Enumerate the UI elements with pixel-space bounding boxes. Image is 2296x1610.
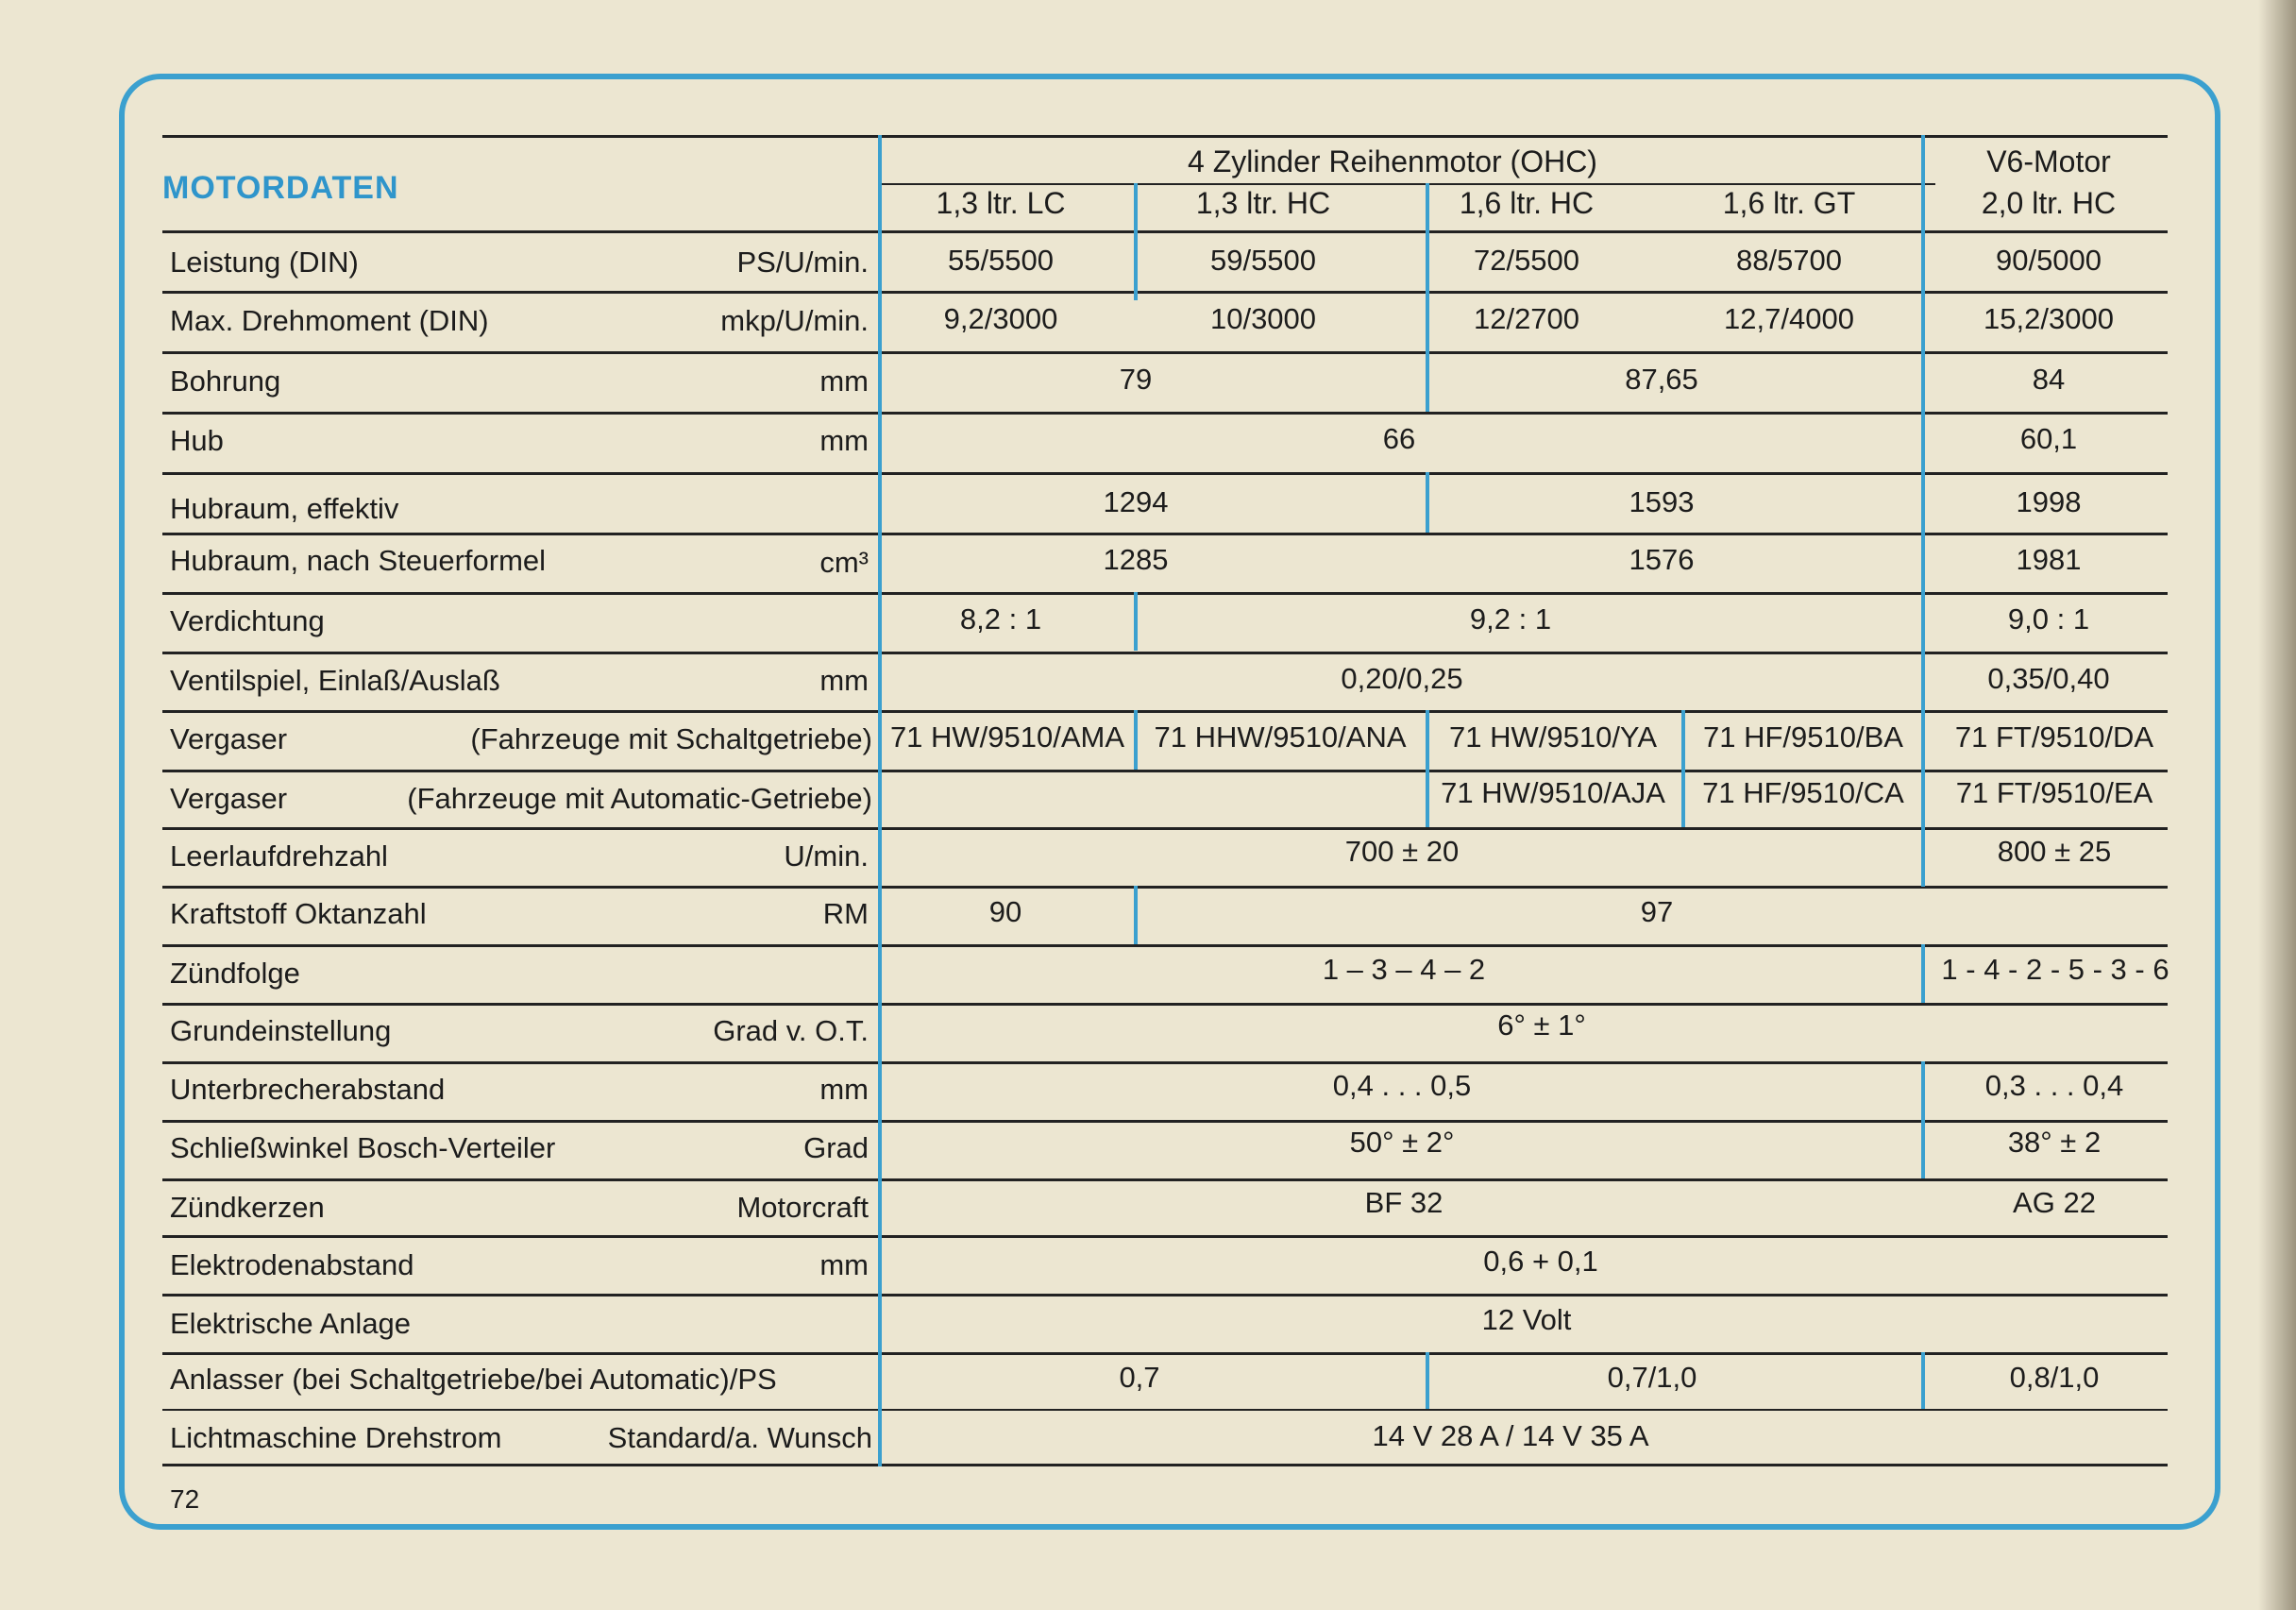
cell-value: 15,2/3000 [1984,302,2114,335]
row-unit: (Fahrzeuge mit Automatic-Getriebe) [407,782,872,815]
rule [162,1294,2168,1296]
cell-value: 8,2 : 1 [959,602,1042,636]
cell-value: 0,4 . . . 0,5 [1332,1069,1472,1102]
divider-col2-col3 [1426,710,1429,827]
divider-col1-col2 [1134,886,1138,944]
cell-value: 1 – 3 – 4 – 2 [1322,953,1486,986]
row-label: Hubraum, effektiv [170,492,399,525]
cell-value: 6° ± 1° [1497,1008,1586,1042]
cell-value: 0,7 [1119,1361,1160,1394]
rule [162,472,2168,475]
cell-value: 88/5700 [1735,244,1843,277]
column-header: 1,3 ltr. HC [1195,186,1331,220]
row-unit: Standard/a. Wunsch [607,1421,872,1454]
row-label: Bohrung [170,364,281,398]
column-header: 1,6 ltr. GT [1722,186,1856,220]
cell-value: 71 HF/9510/BA [1703,720,1903,754]
row-label: Vergaser [170,782,288,815]
page-number: 72 [170,1484,200,1514]
cell-value: 66 [1382,422,1416,455]
rule-bottom [162,1464,2168,1466]
rule [162,1235,2168,1238]
row-unit: cm³ [819,546,869,579]
cell-value: 60,1 [2019,422,2078,455]
cell-value: 90 [988,895,1022,928]
rule [162,351,2168,354]
row-label: Zündfolge [170,957,300,990]
row-label: Leistung (DIN) [170,246,359,279]
divider-4cyl-v6 [1921,944,1925,1003]
cell-value: 0,20/0,25 [1341,662,1463,695]
row-label: Schließwinkel Bosch-Verteiler [170,1131,556,1164]
cell-value: 90/5000 [1995,244,2102,277]
row-label: Hubraum, nach Steuerformel [170,544,547,577]
divider-col1-col2 [1134,592,1138,651]
rule-top [162,135,2168,138]
cell-value: 0,7/1,0 [1607,1361,1697,1394]
row-label: Leerlaufdrehzahl [170,839,388,873]
divider-col2-col3 [1426,472,1429,533]
row-unit: mkp/U/min. [720,304,869,337]
cell-value: 71 HW/9510/AMA [889,720,1125,754]
row-unit: (Fahrzeuge mit Schaltgetriebe) [470,722,872,755]
cell-value: 71 FT/9510/DA [1954,720,2154,754]
cell-value: 1981 [2016,543,2082,576]
cell-value: 9,0 : 1 [2007,602,2090,636]
divider-4cyl-v6 [1921,135,1925,887]
rule [162,412,2168,415]
header-v6-title: V6-Motor [1986,144,2111,178]
cell-value: 50° ± 2° [1349,1126,1455,1159]
page-title: MOTORDATEN [162,170,399,206]
cell-value: 1998 [2016,485,2082,518]
row-label: Anlasser (bei Schaltgetriebe/bei Automatic)/PS [170,1363,777,1396]
rule [162,710,2168,713]
rule [162,1061,2168,1064]
row-label: Zündkerzen [170,1191,325,1224]
rule [162,1352,2168,1355]
rule [162,592,2168,595]
cell-value: 71 FT/9510/EA [1955,776,2153,809]
rule [162,1178,2168,1181]
cell-value: 1294 [1103,485,1169,518]
cell-value: 38° ± 2 [2007,1126,2102,1159]
rule [162,291,2168,294]
row-label: Unterbrecherabstand [170,1073,446,1106]
row-label: Elektrische Anlage [170,1307,412,1340]
row-label: Grundeinstellung [170,1014,392,1047]
row-label: Ventilspiel, Einlaß/Auslaß [170,664,500,697]
cell-value: 0,3 . . . 0,4 [1984,1069,2124,1102]
row-label: Kraftstoff Oktanzahl [170,897,427,930]
cell-value: 800 ± 25 [1997,835,2112,868]
row-label: Max. Drehmoment (DIN) [170,304,489,337]
row-unit: U/min. [784,839,869,873]
column-header: 1,6 ltr. HC [1459,186,1595,220]
rule [162,533,2168,535]
rule [162,1003,2168,1006]
cell-value: 1576 [1629,543,1695,576]
cell-value: 1 - 4 - 2 - 5 - 3 - 6 [1941,953,2169,986]
cell-value: 59/5500 [1209,244,1317,277]
divider-4cyl-v6 [1921,1061,1925,1178]
rule [162,1409,2168,1411]
row-unit: Grad [803,1131,869,1164]
cell-value: 72/5500 [1473,244,1580,277]
cell-value: 0,35/0,40 [1987,662,2110,695]
row-label: Lichtmaschine Drehstrom [170,1421,502,1454]
divider-col2-col3 [1426,1352,1429,1409]
row-unit: Grad v. O.T. [713,1014,869,1047]
row-unit: mm [819,364,869,398]
row-unit: mm [819,1073,869,1106]
cell-value: 79 [1119,363,1153,396]
row-label: Hub [170,424,224,457]
cell-value: 71 HHW/9510/ANA [1154,720,1407,754]
cell-value: 55/5500 [947,244,1055,277]
cell-value: 84 [2032,363,2066,396]
cell-value: 9,2/3000 [943,302,1058,335]
rule-header [162,230,2168,233]
cell-value: 12,7/4000 [1724,302,1854,335]
cell-value: 97 [1640,895,1674,928]
divider-col3-col4 [1681,710,1685,827]
rule [162,770,2168,772]
cell-value: 12/2700 [1473,302,1580,335]
cell-value: 10/3000 [1209,302,1317,335]
column-header: 2,0 ltr. HC [1981,186,2117,220]
row-unit: mm [819,424,869,457]
cell-value: 87,65 [1625,363,1698,396]
rule [162,1120,2168,1123]
cell-value: BF 32 [1364,1186,1443,1219]
divider-col1-col2 [1134,183,1138,300]
row-unit: RM [822,897,869,930]
header-4cyl-group: 4 Zylinder Reihenmotor (OHC) [1188,144,1597,178]
page-edge-shadow [2258,0,2296,1610]
rule [162,944,2168,947]
divider-label-values [878,135,882,1466]
cell-value: 71 HW/9510/YA [1449,720,1657,754]
cell-value: 14 V 28 A / 14 V 35 A [1372,1419,1649,1452]
cell-value: 71 HW/9510/AJA [1441,776,1665,809]
cell-value: 12 Volt [1481,1303,1572,1336]
cell-value: 1593 [1629,485,1695,518]
cell-value: 71 HF/9510/CA [1702,776,1904,809]
cell-value: 1285 [1103,543,1169,576]
divider-4cyl-v6 [1921,1352,1925,1409]
row-unit: PS/U/min. [736,246,869,279]
row-label: Elektrodenabstand [170,1248,414,1281]
cell-value: AG 22 [2013,1186,2096,1219]
divider-col2-col3 [1426,183,1429,412]
rule [162,886,2168,889]
row-unit: Motorcraft [736,1191,869,1224]
cell-value: 0,8/1,0 [2009,1361,2100,1394]
row-unit: mm [819,1248,869,1281]
rule [162,827,2168,830]
cell-value: 700 ± 20 [1344,835,1460,868]
rule [162,652,2168,654]
rule-subheader [878,183,1935,185]
divider-col1-col2 [1134,710,1138,770]
row-label: Vergaser [170,722,288,755]
cell-value: 0,6 + 0,1 [1483,1245,1598,1278]
column-header: 1,3 ltr. LC [936,186,1066,220]
row-label: Verdichtung [170,604,325,637]
row-unit: mm [819,664,869,697]
cell-value: 9,2 : 1 [1469,602,1552,636]
